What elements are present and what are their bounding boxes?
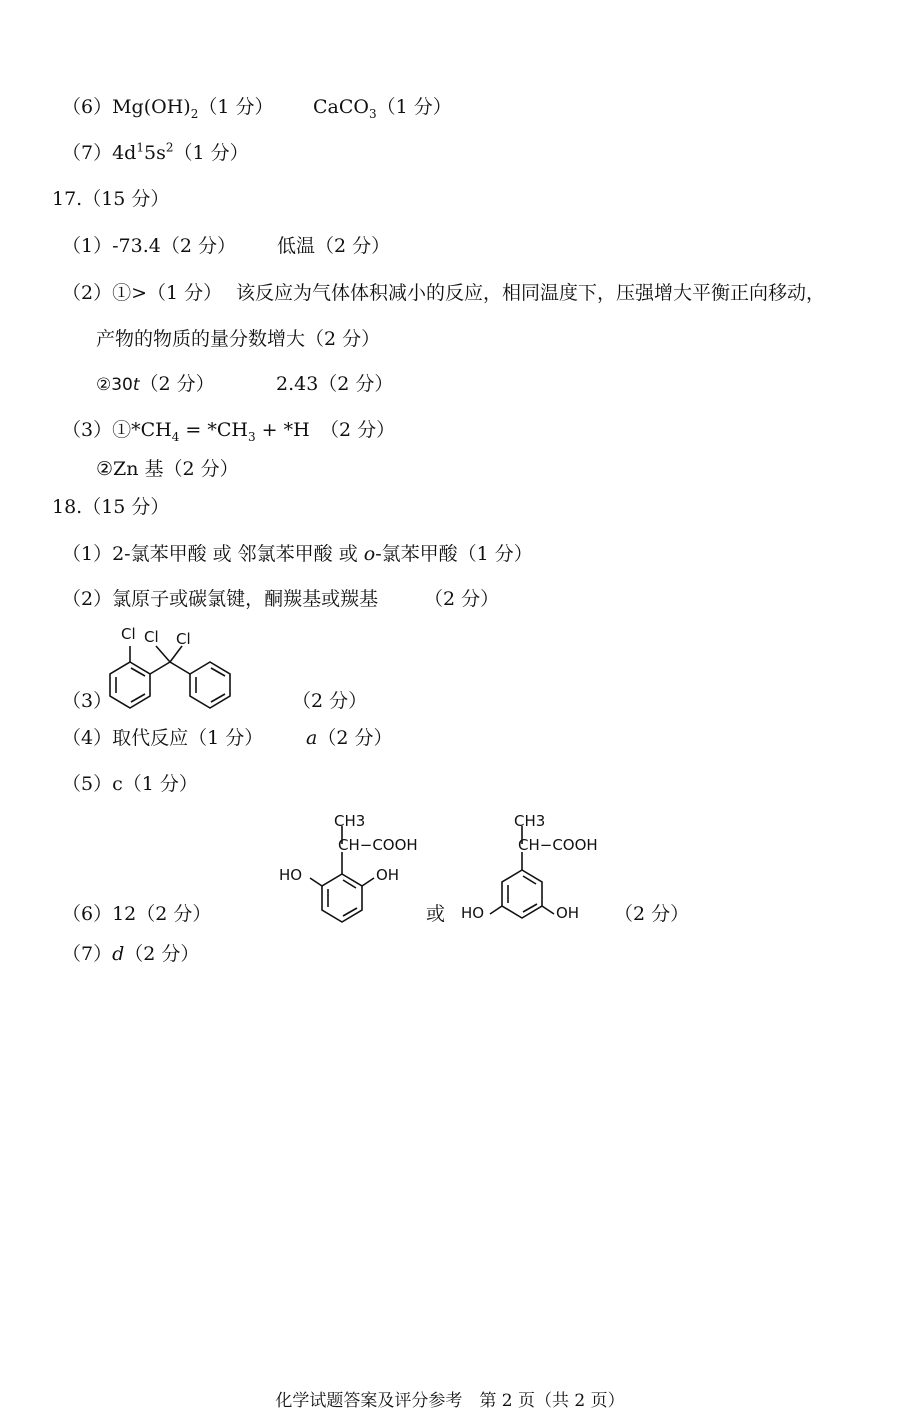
q18-p4-answer2: a（2 分）: [306, 727, 393, 749]
q17-header: 17.（15 分）: [52, 188, 170, 210]
q18-p6-structure-2: [458, 810, 618, 940]
q17-p2-num: （2）: [62, 282, 113, 304]
q17-p3-num: （3）: [62, 419, 113, 441]
q16-p7-line: [62, 140, 249, 164]
q17-p3-answer2: ②Zn 基（2 分）: [96, 458, 239, 480]
q16-p6-answer1: $Mg(OH)_2(1$ 分）: [112, 96, 274, 121]
q17-p1-answer2: 低温（2 分）: [277, 235, 391, 257]
q18-p1-answer: 2-氯苯甲酸 或 邻氯苯甲酸 或 o-氯苯甲酸（1 分）: [112, 543, 533, 565]
q18-p7-answer: d（2 分）: [112, 943, 200, 965]
q18-p4-answer1: 取代反应（1 分）: [112, 727, 264, 749]
ho-label: HO: [279, 866, 303, 884]
q18-p6-num: （6）: [62, 903, 113, 925]
q18-header: 18.（15 分）: [52, 496, 170, 518]
q18-p7-line: [62, 945, 199, 964]
oh-label: OH: [556, 904, 580, 922]
q16-p7-num: （7）: [62, 142, 113, 164]
q18-p1-num: （1）: [62, 543, 113, 565]
q18-p2-answer: 氯原子或碳氯键，酮羰基或羰基: [112, 588, 379, 610]
ch3-label: CH3: [334, 812, 366, 830]
q17-p1-answer1: -73.4（2 分）: [112, 235, 236, 257]
q18-p6-score: （2 分）: [614, 903, 690, 925]
q17-p3-answer1: $①*CH_4 = *CH_3 + *H$: [112, 419, 310, 444]
q18-p6-or: 或: [426, 903, 446, 925]
q18-p1-line: [62, 545, 533, 564]
cl-label-1: Cl: [121, 625, 136, 643]
ch-cooh-label: CH−COOH: [518, 836, 598, 854]
oh-label: OH: [376, 866, 400, 884]
q18-p6-line: [62, 905, 211, 924]
q18-p4-num: （4）: [62, 727, 113, 749]
q17-p2-line: [62, 284, 222, 303]
cl-label-2: Cl: [144, 628, 159, 646]
q18-p3-num: （3）: [62, 690, 113, 712]
cl-label-3: Cl: [176, 630, 191, 648]
q17-p2-answer2: ②30t（2 分）: [96, 373, 215, 395]
q17-p2-explanation: 该反应为气体体积减小的反应，相同温度下，压强增大平衡正向移动，: [236, 282, 826, 304]
page-footer: 化学试题答案及评分参考 第 2 页（共 2 页）: [275, 1391, 625, 1411]
q18-p4-line: [62, 729, 263, 748]
q18-p3-score: （2 分）: [292, 690, 368, 712]
q18-p5-answer: c（1 分）: [112, 773, 198, 795]
ch3-label: CH3: [514, 812, 546, 830]
q17-p3-line: [62, 419, 310, 444]
q18-p6-structure-1: [276, 810, 436, 940]
q17-p3-answer1-score: （2 分）: [320, 419, 396, 441]
q17-p2-explanation-cont: 产物的物质的量分数增大（2 分）: [96, 328, 381, 350]
q18-p2-score: （2 分）: [424, 588, 500, 610]
q16-p7-answer: $4d^15s^2(1$ 分）: [112, 140, 249, 164]
q17-p1-num: （1）: [62, 235, 113, 257]
q17-p1-line: [62, 237, 236, 256]
q18-p5-line: [62, 775, 198, 794]
q18-p3-structure: [96, 622, 246, 714]
q16-p6-line: [62, 96, 274, 121]
q18-p5-num: （5）: [62, 773, 113, 795]
q18-p2-line: [62, 590, 378, 609]
q18-p6-answer: 12（2 分）: [112, 903, 212, 925]
q17-p2-answer3: 2.43（2 分）: [276, 373, 394, 395]
q17-p2-answer1: ①>（1 分）: [112, 282, 223, 304]
q18-p2-num: （2）: [62, 588, 113, 610]
ch-cooh-label: CH−COOH: [338, 836, 418, 854]
q16-p6-answer2: CaCO$_3$（1 分）: [313, 96, 452, 121]
q16-p6-num: （6）: [62, 96, 113, 118]
q18-p7-num: （7）: [62, 943, 113, 965]
ho-label: HO: [461, 904, 485, 922]
